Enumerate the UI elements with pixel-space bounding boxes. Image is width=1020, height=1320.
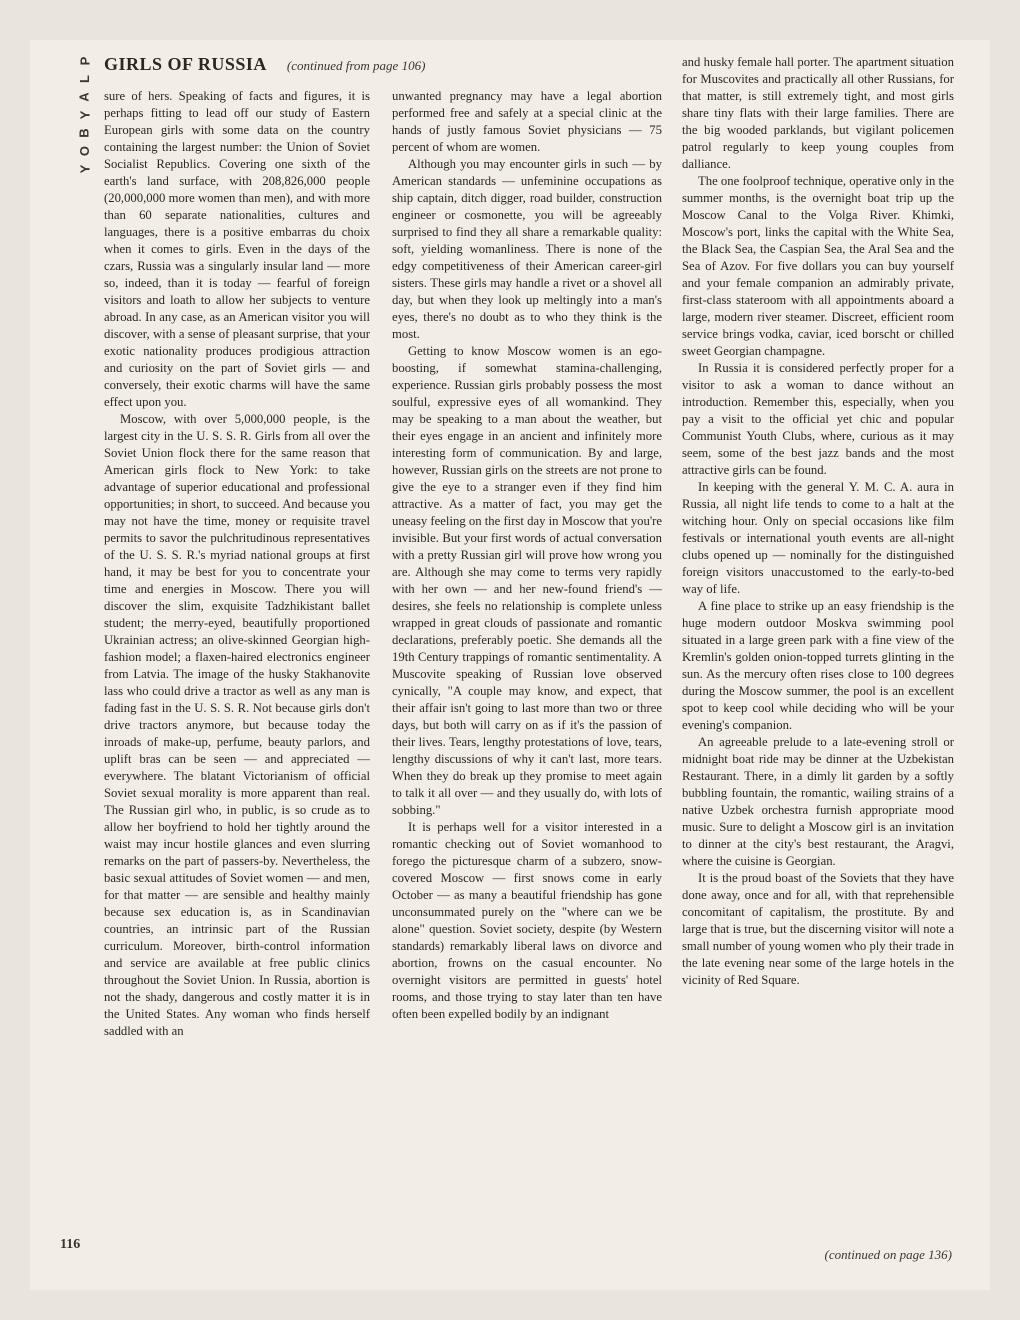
- paragraph: and husky female hall porter. The apartment situation for Muscovites and practically all other Russians, for that matter, is still extremely tight, and most girls share tiny flats with their large families. There are the big wooded parklands, but vigilant policemen patrol regularly to keep young couples from dalliance.: [682, 55, 954, 171]
- sidebar-letter: A: [76, 92, 92, 102]
- paragraph: It is the proud boast of the Soviets that they have done away, once and for all, with that reprehensible concomitant of capitalism, the prostitute. By and large that is true, but the discerning visitor will note a small number of young women who ply their trade in the late evening near some of the large hotels in the vicinity of Red Square.: [682, 871, 954, 987]
- paragraph: It is perhaps well for a visitor interested in a romantic checking out of Soviet womanhood to forego the picturesque charm of a subzero, snow-covered Moscow — first snows come in early October — as many a beautiful friendship has gone unconsummated purely on the "where can we be alone" question. Soviet society, despite (by Western standards) remarkably liberal laws on divorce and abortion, frowns on the casual encounter. No overnight visitors are permitted in guests' hotel rooms, and those trying to stay later than ten have often been expelled bodily by an indignant: [392, 820, 662, 1021]
- continued-from-note: (continued from page 106): [286, 58, 426, 73]
- sidebar-letter: L: [76, 75, 92, 83]
- article-title: GIRLS OF RUSSIA: [104, 54, 267, 74]
- text-column-2: [392, 88, 662, 1023]
- sidebar-letter: Y: [76, 110, 92, 120]
- continued-on-note: (continued on page 136): [824, 1247, 952, 1262]
- article-heading: [104, 54, 425, 75]
- text-column-1: [104, 88, 370, 1040]
- paragraph: sure of hers. Speaking of facts and figures, it is perhaps fitting to lead off our study of Eastern European girls with some data on the country containing the largest number: the Union of Soviet Socialist Republics. Covering one sixth of the earth's land surface, with 208,826,000 people (20,000,000 more women than men), and with more than 60 separate nationalities, cultures and languages, there is a positive embarras du choix when it comes to girls. Even in the days of the czars, Russia was a singularly insular land — more so, indeed, than it is today — fearful of foreign visitors and loath to allow her subjects to venture abroad. In any case, as an American visitor you will discover, with a sense of pleasant surprise, that your exotic nationality produces prodigious attraction and curiosity on the part of Soviet girls — and conversely, their exotic charms will have the same effect upon you.: [104, 89, 370, 409]
- sidebar-letter: O: [77, 145, 92, 157]
- sidebar-letter: B: [76, 128, 92, 138]
- page-number: 116: [60, 1237, 81, 1252]
- paragraph: The one foolproof technique, operative only in the summer months, is the overnight boat trip up the Moscow Canal to the Volga River. Khimki, Moscow's port, links the capital with the White Sea, the Black Sea, the Caspian Sea, the Aral Sea and the Sea of Azov. For five dollars you can buy yourself and your female companion an admirably private, first-class stateroom with all appointments aboard a large, modern river steamer. Discreet, efficient room service brings vodka, caviar, iced borscht or chilled sweet Georgian champagne.: [682, 174, 954, 358]
- paragraph: Moscow, with over 5,000,000 people, is the largest city in the U. S. S. R. Girls from all over the Soviet Union flock there for the same reason that American girls flock to New York: to take advantage of superior educational and professional opportunities; in short, to succeed. And because you may not have the time, money or requisite travel permits to savor the pulchritudinous representatives of the U. S. S. R.'s myriad national groups at first hand, it may be best for you to concentrate your time and energies in Moscow. There you will discover the slim, exquisite Tadzhikistant ballet student; the merry-eyed, beautifully proportioned Ukrainian actress; an olive-skinned Georgian high-fashion model; a flaxen-haired electronics engineer from Latvia. The image of the husky Stakhanovite lass who could drive a tractor as well as any man is fading fast in the U. S. S. R. Not because girls don't drive tractors anymore, but because today the inroads of make-up, perfume, beauty parlors, and uplift bras can be seen — and appreciated — everywhere. The blatant Victorianism of official Soviet sexual morality is more apparent than real. The Russian girl who, in public, is so crude as to allow her boyfriend to hold her tightly around the waist may incur hostile glances and even slurring remarks on the part of passers-by. Nevertheless, the basic sexual attitudes of Soviet women — and men, for that matter — are sensible and healthy mainly because sex education is, as in Scandinavian countries, an intrinsic part of the Russian curriculum. Moreover, birth-control information and service are available at free public clinics throughout the Soviet Union. In Russia, abortion is not the shady, dangerous and costly matter it is in the United States. Any woman who finds herself saddled with an: [104, 412, 370, 1038]
- paragraph: unwanted pregnancy may have a legal abortion performed free and safely at a special clinic at the hands of justly famous Soviet physicians — 75 percent of whom are women.: [392, 89, 662, 154]
- paragraph: Although you may encounter girls in such — by American standards — unfeminine occupations as ship captain, ditch digger, road builder, construction engineer or cosmonette, you will be agreeably surprised to find they all share a remarkable quality: soft, yielding womanliness. There is none of the edgy competitiveness of their American career-girl sisters. These girls may handle a rivet or a shovel all day, but when they look up meltingly into a man's eyes, there's no doubt as to who they think is the most.: [392, 157, 662, 341]
- paragraph: In Russia it is considered perfectly proper for a visitor to ask a woman to dance without an introduction. Remember this, especially, when you pay a visit to the official yet chic and popular Communist Youth Clubs, where, curious as it may seem, some of the best jazz bands and the most attractive girls can be found.: [682, 361, 954, 477]
- text-column-3: [682, 54, 954, 989]
- sidebar-letter: Y: [76, 164, 92, 174]
- paragraph: A fine place to strike up an easy friendship is the huge modern outdoor Moskva swimming pool situated in a large green park with a fine view of the Kremlin's golden onion-topped turrets glinting in the sun. As the mercury often rises close to 100 degrees during the Moscow summer, the pool is an excellent spot to keep cool while deciding who will be your evening's companion.: [682, 599, 954, 732]
- sidebar-letter: P: [76, 56, 92, 66]
- paragraph: In keeping with the general Y. M. C. A. aura in Russia, all night life tends to come to a halt at the witching hour. Only on special occasions like film festivals or international youth events are all-night clubs opened up — nominally for the distinguished foreign visitors unaccustomed to the early-to-bed way of life.: [682, 480, 954, 596]
- sidebar-magazine-name: [74, 52, 96, 178]
- paragraph: Getting to know Moscow women is an ego-boosting, if somewhat stamina-challenging, experience. Russian girls probably possess the most soulful, expressive eyes of all womankind. They may be speaking to a man about the weather, but their eyes engage in an ancient and infinitely more interesting form of communication. By and large, however, Russian girls on the streets are not prone to give the eye to a stranger even if they find him attractive. As a matter of fact, you may get the uneasy feeling on the first day in Moscow that you're invisible. But your first words of actual conversation with a pretty Russian girl will prove how wrong you are. Although she may come to terms very rapidly with her own — and her new-found friend's — desires, she feels no relationship is complete unless wrapped in great clouds of passionate and romantic declarations, preferably poetic. She demands all the 19th Century trappings of romantic sentimentality. A Muscovite speaking of Russian love observed cynically, "A couple may know, and expect, that their affair isn't going to last more than two or three days, but both will carry on as if it's the passion of their lives. Tears, lengthy protestations of love, tears, lengthy discussions of why it can't last, more tears. When they do break up they promise to meet again to talk it all over — and they usually do, with lots of sobbing.": [392, 344, 662, 817]
- paragraph: An agreeable prelude to a late-evening stroll or midnight boat ride may be dinner at the Uzbekistan Restaurant. There, in a dimly lit garden by a softly bubbling fountain, the romantic, wailing strains of a native Uzbek orchestra furnish appropriate mood music. Sure to delight a Moscow girl is an invitation to dinner at the city's best restaurant, the Aragvi, where the cuisine is Georgian.: [682, 735, 954, 868]
